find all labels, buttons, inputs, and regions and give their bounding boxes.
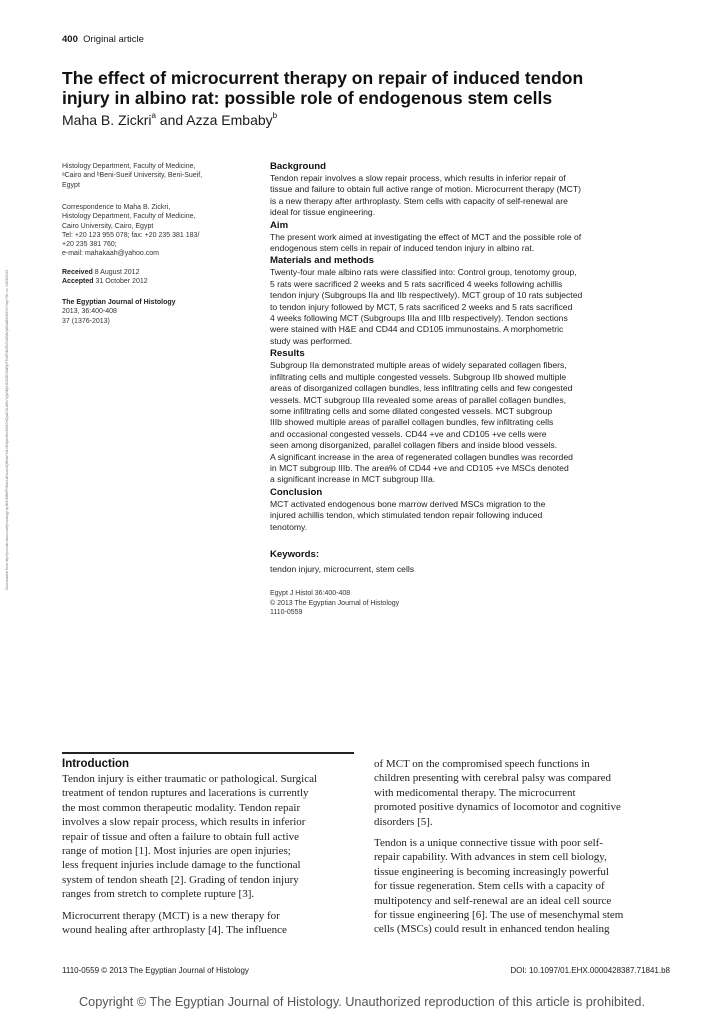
affiliation-line: Histology Department, Faculty of Medicine, (62, 163, 196, 170)
conclusion-heading: Conclusion (270, 486, 323, 498)
running-header (62, 34, 144, 45)
footer-issn: 1110-0559 © 2013 The Egyptian Journal of Histology (62, 966, 249, 975)
affiliation-marker: b (272, 111, 278, 120)
download-watermark (5, 270, 11, 710)
aim-heading: Aim (270, 219, 289, 231)
correspondence (62, 203, 252, 259)
correspondence-email: e-mail: mahakaah@yahoo.com (62, 250, 159, 258)
accepted-date: 31 October 2012 (95, 278, 148, 286)
title-line: injury in albino rat: possible role of endogenous stem cells (62, 88, 553, 108)
author-name: Maha B. Zickri (62, 112, 152, 128)
correspondence-line: +20 235 381 760; (62, 241, 117, 249)
received-date: 8 August 2012 (94, 269, 140, 276)
received-label: Received (62, 269, 93, 276)
body-column-left (62, 757, 357, 944)
citation-line: 1110-0559 (270, 608, 303, 616)
body-paragraph: Tendon is a unique connective tissue with poor self- repair capability. With advances in stem cell biology, tissue engineering is becoming increasingly powerful for tissue regeneration. Stem cells with a capacity of multipotency and self-renewal are an ideal cell source for tissue engineering [6]. The use of mesenchymal stem cells (MSCs) could result in enhanced tendon healing (374, 837, 624, 936)
affiliations (62, 162, 252, 190)
conclusion-text: MCT activated endogenous bone marrow derived MSCs migration to the injured achillis tendon, which stimulated tendon repair following induced tenotomy. (270, 498, 546, 532)
journal-name: The Egyptian Journal of Histology (62, 299, 176, 306)
aim-text: The present work aimed at investigating the effect of MCT and the possible role of endogenous stem cells in repair of induced tendon injury in albino rat. (270, 231, 582, 254)
correspondence-line: Cairo University, Cairo, Egypt (62, 222, 154, 230)
citation-line: Egypt J Histol 36:400-408 (270, 590, 351, 598)
keywords-text: tendon injury, microcurrent, stem cells (270, 563, 415, 574)
author-connector: and (155, 112, 187, 128)
body-paragraph: Tendon injury is either traumatic or pathological. Surgical treatment of tendon ruptures and lacerations is currently the most common therapeutic modality. Tendon repair involves a slow repair process, which results in inferior repair of tissue and often a failure to obtain full active range of motion [1]. Most injuries are open injuries; less frequent injuries include damage to the functional system of tendon sheath [2]. Grading of tendon injury ranges from stretch to complete rupture [3]. (62, 773, 318, 901)
methods-text: Twenty-four male albino rats were classified into: Control group, tenotomy group, 5 rats were sacrificed 2 weeks and 5 rats sacrificed 4 weeks following achillis tendon injury (Subgroups IIa and IIb respectively). MCT group of 10 rats subjected to tendon injury followed by MCT, 5 rats sacrificed 2 weeks and 5 rats sacrificed 4 weeks following MCT (Subgroups IIIa and IIIb respectively). Tendon sections were stained with H&E and CD44 and CD105 immunostains. A morphometric study was performed. (270, 267, 583, 346)
author-name: Azza Embaby (186, 112, 273, 128)
section-rule (62, 752, 354, 754)
body-paragraph: Microcurrent therapy (MCT) is a new therapy for wound healing after arthroplasty [4]. The influence (62, 909, 287, 937)
authors (62, 111, 277, 129)
body-paragraph: of MCT on the compromised speech functions in children presenting with cerebral palsy was compared with medicomental therapy. The microcurrent promoted positive dynamics of locomotor and cognitive disorders [5]. (374, 758, 621, 828)
journal-info (62, 298, 252, 326)
accepted-label: Accepted (62, 278, 94, 286)
citation (270, 589, 660, 617)
correspondence-line: Histology Department, Faculty of Medicine, (62, 213, 196, 221)
journal-volume: 2013, 36:400-408 (62, 308, 117, 316)
affiliation-line: ᵃCairo and ᵇBeni-Sueif University, Beni-Sueif, (62, 172, 203, 180)
results-heading: Results (270, 348, 305, 360)
article-type: Original article (83, 34, 144, 45)
title-line: The effect of microcurrent therapy on repair of induced tendon (62, 68, 584, 88)
body-column-right (374, 757, 672, 944)
keywords (270, 549, 660, 575)
dates (62, 268, 252, 287)
affiliation-marker: a (151, 111, 156, 120)
citation-line: © 2013 The Egyptian Journal of Histology (270, 599, 400, 607)
abstract (270, 161, 660, 617)
article-title (62, 68, 682, 108)
correspondence-line: Tel: +20 123 955 078; fax: +20 235 381 183/ (62, 231, 200, 239)
copyright-banner: Copyright © The Egyptian Journal of Histology. Unauthorized reproduction of this article is prohibited. (78, 995, 646, 1009)
keywords-heading: Keywords: (270, 548, 320, 560)
introduction-heading: Introduction (62, 758, 130, 770)
methods-heading: Materials and methods (270, 255, 374, 267)
page-number: 400 (62, 34, 78, 45)
background-heading: Background (270, 161, 326, 172)
download-note: Downloaded from http://journals.lww.com/ejhistology by BhDMf5ePHKav1zEoum1tQfN4a+kJLhEZgbsIHo4XMi0hCywCX1AWnYQp/IlQrHD3i3D0OdRyi7TvSFl4Cf3VC4/OAVpDDa8KKGKV0Ymy+78= on 04/29/2023 (5, 270, 9, 590)
journal-id: 37 (1376-2013) (62, 317, 110, 325)
footer-doi: DOI: 10.1097/01.EHX.0000428387.71841.b8 (510, 966, 670, 975)
correspondence-line: Correspondence to Maha B. Zickri, (62, 204, 171, 211)
background-text: Tendon repair involves a slow repair process, which results in inferior repair of tissue and failure to obtain full active range of motion. Microcurrent therapy (MCT) is a new therapy after arthroplasty. Stem cells with capacity of self-renewal are ideal for tissue engineering. (270, 173, 581, 218)
results-text: Subgroup IIa demonstrated multiple areas of widely separated collagen fibers, infiltrating cells and multiple congested vessels. Subgroup IIb showed multiple areas of disorganized collagen bundles, less infiltrating cells and few congested vessels. MCT subgroup IIIa revealed some areas of parallel collagen bundles, some infiltrating cells and some dilated congested vessels. MCT subgroup IIIb showed multiple areas of parallel collagen bundles, few infiltrating cells and occasional congested vessels. CD44 +ve and CD105 +ve cells were seen among disorganized, parallel collagen fibers and inside blood vessels. A significant increase in the area of regenerated collagen bundles was recorded in MCT subgroup IIIb. The area% of CD44 +ve and CD105 +ve MSCs denoted a significant increase in MCT subgroup IIIa. (270, 360, 573, 485)
affiliation-line: Egypt (62, 181, 80, 189)
